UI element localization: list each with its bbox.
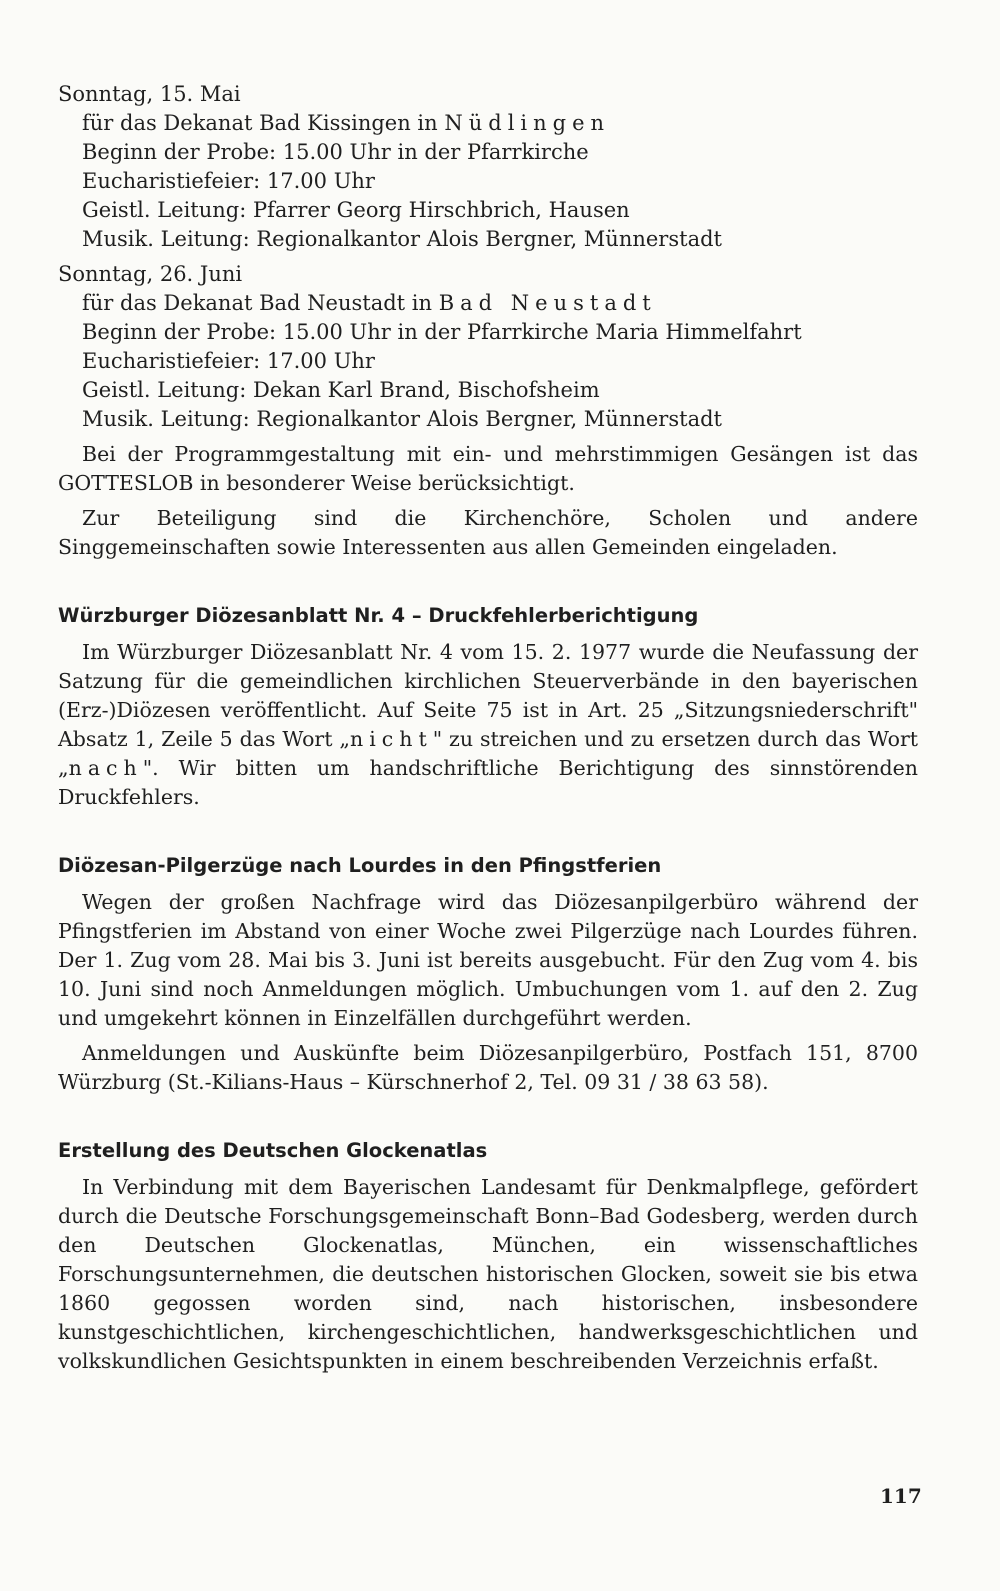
event-1-rehearsal: Beginn der Probe: 15.00 Uhr in der Pfarrkirche [82,140,589,164]
word-new: nach [68,756,143,780]
event-2-place: Bad Neustadt [438,291,657,315]
page-number: 117 [880,1484,922,1508]
event-1 [58,80,918,254]
pilgrimage-section [58,852,918,1097]
event-2-spiritual-lead: Geistl. Leitung: Dekan Karl Brand, Bischofsheim [82,378,600,402]
event-1-place: Nüdlingen [444,111,611,135]
event-1-date: Sonntag, 15. Mai [58,82,241,106]
event-2-music-lead: Musik. Leitung: Regionalkantor Alois Bergner, Münnerstadt [82,407,722,431]
invitation-paragraph: Zur Beteiligung sind die Kirchenchöre, Scholen und andere Singgemeinschaften sowie Interessenten aus allen Gemeinden eingeladen. [58,506,918,559]
pilgrimage-heading: Diözesan-Pilgerzüge nach Lourdes in den Pfingstferien [58,854,662,877]
event-2-deanery [82,289,918,318]
event-2-deanery-text: für das Dekanat Bad Neustadt in [82,291,439,315]
event-1-music-lead: Musik. Leitung: Regionalkantor Alois Bergner, Münnerstadt [82,227,722,251]
event-1-eucharist: Eucharistiefeier: 17.00 Uhr [82,169,375,193]
pilgrimage-paragraph-2: Anmeldungen und Auskünfte beim Diözesanpilgerbüro, Postfach 151, 8700 Würzburg (St.-Kilians-Haus – Kürschnerhof 2, Tel. 09 31 / 38 63 58). [58,1041,918,1094]
correction-paragraph [58,638,918,812]
pilgrimage-paragraph-1: Wegen der großen Nachfrage wird das Diözesanpilgerbüro während der Pfingstferien im Abstand von einer Woche zwei Pilgerzüge nach Lourdes führen. Der 1. Zug vom 28. Mai bis 3. Juni ist bereits ausgebucht. Für den Zug vom 4. bis 10. Juni sind noch Anmeldungen möglich. Umbuchungen vom 1. auf den 2. Zug und umgekehrt können in Einzelfällen durchgeführt werden. [58,890,918,1030]
correction-text-2: " zu streichen und zu ersetzen durch das Wort „ [58,727,918,780]
event-2 [58,260,918,434]
event-2-eucharist: Eucharistiefeier: 17.00 Uhr [82,349,375,373]
bells-heading: Erstellung des Deutschen Glockenatlas [58,1139,488,1162]
document-page [58,80,918,1382]
correction-heading: Würzburger Diözesanblatt Nr. 4 – Druckfehlerberichtigung [58,604,699,627]
event-2-date: Sonntag, 26. Juni [58,262,243,286]
correction-text-3: ". Wir bitten um handschriftliche Berichtigung des sinnstörenden Druckfehlers. [58,756,918,809]
bells-paragraph-1: In Verbindung mit dem Bayerischen Landesamt für Denkmalpflege, gefördert durch die Deutsche Forschungsgemeinschaft Bonn–Bad Godesberg, werden durch den Deutschen Glockenatlas, München, ein wissenschaftliches Forschungsunternehmen, die deutschen historischen Glocken, soweit sie bis etwa 1860 gegossen worden sind, nach historischen, insbesondere kunstgeschichtlichen, kirchengeschichtlichen, handwerksgeschichtlichen und volkskundlichen Gesichtspunkten in einem beschreibenden Verzeichnis erfaßt. [58,1175,918,1373]
event-1-deanery-text: für das Dekanat Bad Kissingen in [82,111,445,135]
bells-section [58,1137,918,1376]
word-old: nicht [350,727,433,751]
program-note: Bei der Programmgestaltung mit ein- und mehrstimmigen Gesängen ist das GOTTESLOB in besonderer Weise berücksichtigt. [58,442,918,495]
event-1-deanery [82,109,918,138]
correction-text-1: Im Würzburger Diözesanblatt Nr. 4 vom 15. 2. 1977 wurde die Neufassung der Satzung für die gemeindlichen kirchlichen Steuerverbände in den bayerischen (Erz-)Diözesen veröffentlicht. Auf Seite 75 ist in Art. 25 „Sitzungsniederschrift" Absatz 1, Zeile 5 das Wort „ [58,640,918,751]
correction-section [58,602,918,812]
event-2-rehearsal: Beginn der Probe: 15.00 Uhr in der Pfarrkirche Maria Himmelfahrt [82,320,802,344]
event-1-spiritual-lead: Geistl. Leitung: Pfarrer Georg Hirschbrich, Hausen [82,198,630,222]
